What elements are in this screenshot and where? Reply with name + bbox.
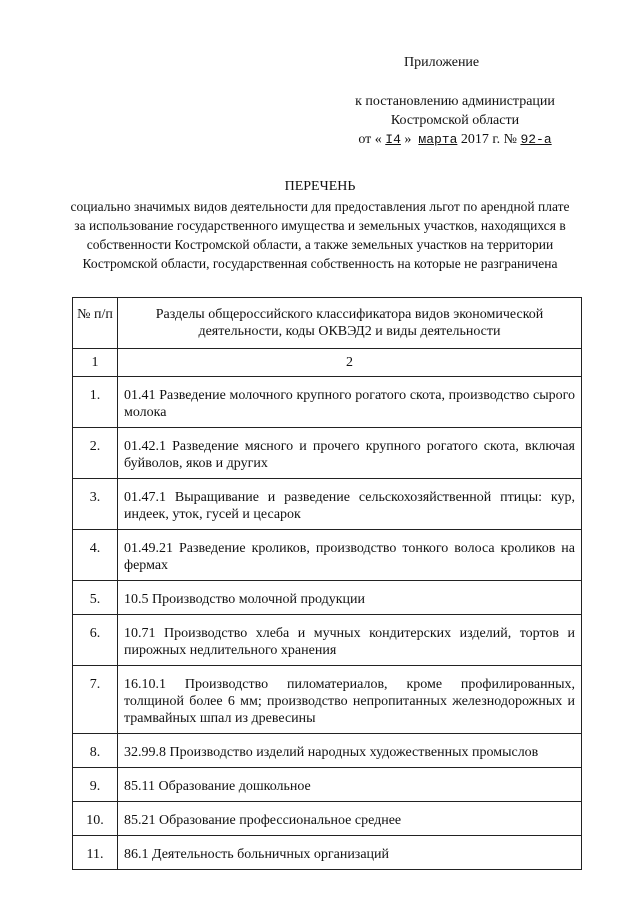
index-desc-cell: 2 — [118, 349, 582, 377]
table-row — [73, 734, 582, 768]
date-day: I4 — [385, 132, 401, 147]
row-description-cell: 86.1 Деятельность больничных организаций — [118, 836, 582, 870]
row-description-cell: 01.47.1 Выращивание и разведение сельскохозяйственной птицы: кур, индеек, уток, гусей и цесарок — [118, 479, 582, 530]
table-row — [73, 836, 582, 870]
table-row — [73, 666, 582, 734]
row-number-cell: 10. — [73, 802, 118, 836]
index-num-cell: 1 — [73, 349, 118, 377]
appendix-ref-line1: к постановлению администрации — [355, 94, 555, 109]
row-number-cell: 5. — [73, 581, 118, 615]
document-subtitle: социально значимых видов деятельности для предоставления льгот по арендной плате за использование государственного имущества и земельных участков, находящихся в собственности Костромской области, а также земельных участков на территории Костромской области, государственная собственность на которые не разграничена — [70, 199, 570, 271]
header-num-cell: № п/п — [73, 298, 118, 349]
table-row — [73, 615, 582, 666]
row-number-cell: 9. — [73, 768, 118, 802]
row-number-cell: 11. — [73, 836, 118, 870]
header-desc-cell: Разделы общероссийского классификатора видов экономической деятельности, коды ОКВЭД2 и виды деятельности — [118, 298, 582, 349]
row-description-cell: 10.5 Производство молочной продукции — [118, 581, 582, 615]
row-description-cell: 32.99.8 Производство изделий народных художественных промыслов — [118, 734, 582, 768]
activities-table — [72, 297, 582, 870]
row-number-cell: 1. — [73, 377, 118, 428]
appendix-ref-line2: Костромской области — [390, 113, 520, 128]
row-description-cell: 16.10.1 Производство пиломатериалов, кроме профилированных, толщиной более 6 мм; производство непропитанных железнодорожных и трамвайных шпал из древесины — [118, 666, 582, 734]
table-header-row — [73, 298, 582, 349]
row-number-cell: 4. — [73, 530, 118, 581]
appendix-label: Приложение — [404, 55, 480, 70]
table-row — [73, 768, 582, 802]
row-description-cell: 01.49.21 Разведение кроликов, производство тонкого волоса кроликов на фермах — [118, 530, 582, 581]
table-row — [73, 377, 582, 428]
row-description-cell: 10.71 Производство хлеба и мучных кондитерских изделий, тортов и пирожных недлительного хранения — [118, 615, 582, 666]
row-number-cell: 2. — [73, 428, 118, 479]
date-month: марта — [418, 132, 458, 147]
appendix-reference — [320, 92, 590, 149]
row-description-cell: 01.41 Разведение молочного крупного рогатого скота, производство сырого молока — [118, 377, 582, 428]
date-year: 2017 г. № — [460, 132, 517, 147]
table-row — [73, 802, 582, 836]
table-row — [73, 428, 582, 479]
resolution-date-line — [320, 130, 590, 149]
table-row — [73, 530, 582, 581]
row-number-cell: 3. — [73, 479, 118, 530]
date-prefix: от « — [358, 132, 382, 147]
resolution-number: 92-а — [520, 132, 552, 147]
row-number-cell: 6. — [73, 615, 118, 666]
date-mid: » — [404, 132, 412, 147]
row-description-cell: 85.21 Образование профессиональное среднее — [118, 802, 582, 836]
table-row — [73, 581, 582, 615]
row-description-cell: 01.42.1 Разведение мясного и прочего крупного рогатого скота, включая буйволов, яков и других — [118, 428, 582, 479]
row-number-cell: 8. — [73, 734, 118, 768]
document-title: ПЕРЕЧЕНЬ — [284, 179, 356, 194]
table-index-row — [73, 349, 582, 377]
row-number-cell: 7. — [73, 666, 118, 734]
row-description-cell: 85.11 Образование дошкольное — [118, 768, 582, 802]
table-row — [73, 479, 582, 530]
